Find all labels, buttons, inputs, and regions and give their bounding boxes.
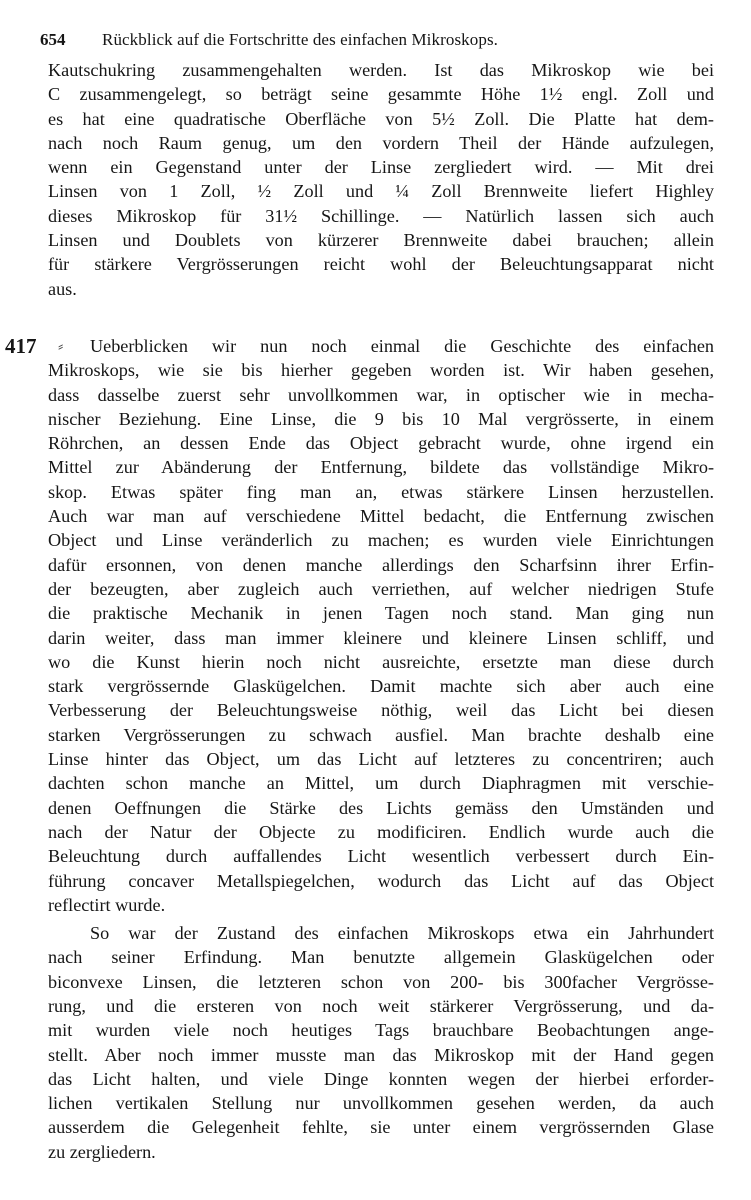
section-417 [5, 333, 714, 1164]
text-line: dachten schon manche an Mittel, um durch Diaphragmen mit verschie- [48, 773, 714, 794]
text-line: denen Oeffnungen die Stärke des Lichts gemäss den Umständen und [48, 797, 714, 818]
paragraph-summary [48, 921, 714, 1164]
text-line: Kautschukring zusammengehalten werden. Ist das Mikroskop wie bei [48, 60, 714, 80]
text-line: nach der Natur der Objecte zu modificiren. Endlich wurde auch die [48, 821, 714, 842]
text-line: biconvexe Linsen, die letzteren schon von 200- bis 300facher Vergrösse- [48, 971, 714, 992]
text-line: Linse hinter das Object, um das Licht auf letzteres zu concentriren; auch [48, 749, 714, 770]
text-line: aus. [48, 278, 77, 299]
page-header [40, 30, 714, 54]
section-number: 417 [5, 333, 37, 358]
text-line: Beleuchtung durch auffallendes Licht wesentlich verbessert durch Ein- [48, 846, 714, 867]
text-line: Linsen von 1 Zoll, ½ Zoll und ¼ Zoll Brennweite liefert Highley [48, 181, 714, 202]
margin-mark: ⸗ [58, 337, 64, 355]
text-line: nischer Beziehung. Eine Linse, die 9 bis 10 Mal vergrösserte, in einem [48, 408, 714, 429]
text-line: es hat eine quadratische Oberfläche von 5½ Zoll. Die Platte hat dem- [48, 108, 714, 129]
text-line: Auch war man auf verschiedene Mittel bedacht, die Entfernung zwischen [48, 506, 714, 527]
text-line: reflectirt wurde. [48, 894, 166, 915]
text-line: Mikroskops, wie sie bis hierher gegeben worden ist. Wir haben gesehen, [48, 360, 714, 381]
paragraph-continued [48, 58, 714, 301]
text-line: Ueberblicken wir nun noch einmal die Geschichte des einfachen [90, 335, 714, 356]
text-line: Röhrchen, an dessen Ende das Object gebracht wurde, ohne irgend ein [48, 433, 714, 454]
text-line: stellt. Aber noch immer musste man das Mikroskop mit der Hand gegen [48, 1044, 714, 1065]
text-line: dass dasselbe zuerst sehr unvollkommen war, in optischer wie in mecha- [48, 384, 714, 405]
text-line: dieses Mikroskop für 31½ Schillinge. — Natürlich lassen sich auch [48, 205, 714, 226]
text-line: nach noch Raum genug, um den vordern Theil der Hände aufzulegen, [48, 132, 714, 153]
text-line: rung, und die ersteren von noch weit stärkerer Vergrösserung, und da- [48, 995, 714, 1016]
text-line: Object und Linse veränderlich zu machen; es wurden viele Einrichtungen [48, 530, 714, 551]
text-line: wo die Kunst hierin noch nicht ausreichte, ersetzte man diese durch [48, 651, 714, 672]
text-line: stark vergrössernde Glaskügelchen. Damit machte sich aber auch eine [48, 676, 714, 697]
text-line: führung concaver Metallspiegelchen, wodurch das Licht auf das Object [48, 870, 714, 891]
text-line: das Licht halten, und viele Dinge konnten wegen der hierbei erforder- [48, 1068, 714, 1089]
text-line: darin weiter, dass man immer kleinere und kleinere Linsen schliff, und [48, 627, 714, 648]
text-line: wenn ein Gegenstand unter der Linse zergliedert wird. — Mit drei [48, 157, 714, 178]
text-line: Linsen und Doublets von kürzerer Brennweite dabei brauchen; allein [48, 230, 714, 251]
text-line: Verbesserung der Beleuchtungsweise nöthig, weil das Licht bei diesen [48, 700, 714, 721]
text-line: starken Vergrösserungen zu schwach ausfiel. Man brachte deshalb eine [48, 724, 714, 745]
text-line: die praktische Mechanik in jenen Tagen noch stand. Man ging nun [48, 603, 714, 624]
text-line: ausserdem die Gelegenheit fehlte, sie unter einem vergrössernden Glase [48, 1117, 714, 1138]
running-title: Rückblick auf die Fortschritte des einfachen Mikroskops. [102, 30, 499, 49]
text-line: nach seiner Erfindung. Man benutzte allgemein Glaskügelchen oder [48, 947, 714, 968]
text-line: zu zergliedern. [48, 1141, 156, 1162]
text-line: Mittel zur Abänderung der Entfernung, bildete das vollständige Mikro- [48, 457, 714, 478]
text-line: dafür ersonnen, von denen manche allerdings den Scharfsinn ihrer Erfin- [48, 554, 714, 575]
text-line: mit wurden viele noch heutiges Tags brauchbare Beobachtungen ange- [48, 1020, 714, 1041]
text-line: der bezeugten, aber zugleich auch verriethen, auf welcher niedrigen Stufe [48, 578, 714, 599]
paragraph-history [48, 334, 714, 917]
text-line: für stärkere Vergrösserungen reicht wohl der Beleuchtungsapparat nicht [48, 254, 714, 275]
book-page [5, 30, 714, 1164]
page-number: 654 [40, 30, 66, 49]
text-line: So war der Zustand des einfachen Mikroskops etwa ein Jahrhundert [90, 923, 714, 944]
text-line: C zusammengelegt, so beträgt seine gesammte Höhe 1½ engl. Zoll und [48, 84, 714, 105]
text-line: skop. Etwas später fing man an, etwas stärkere Linsen herzustellen. [48, 481, 714, 502]
text-line: lichen vertikalen Stellung nur unvollkommen gesehen werden, da auch [48, 1093, 714, 1114]
